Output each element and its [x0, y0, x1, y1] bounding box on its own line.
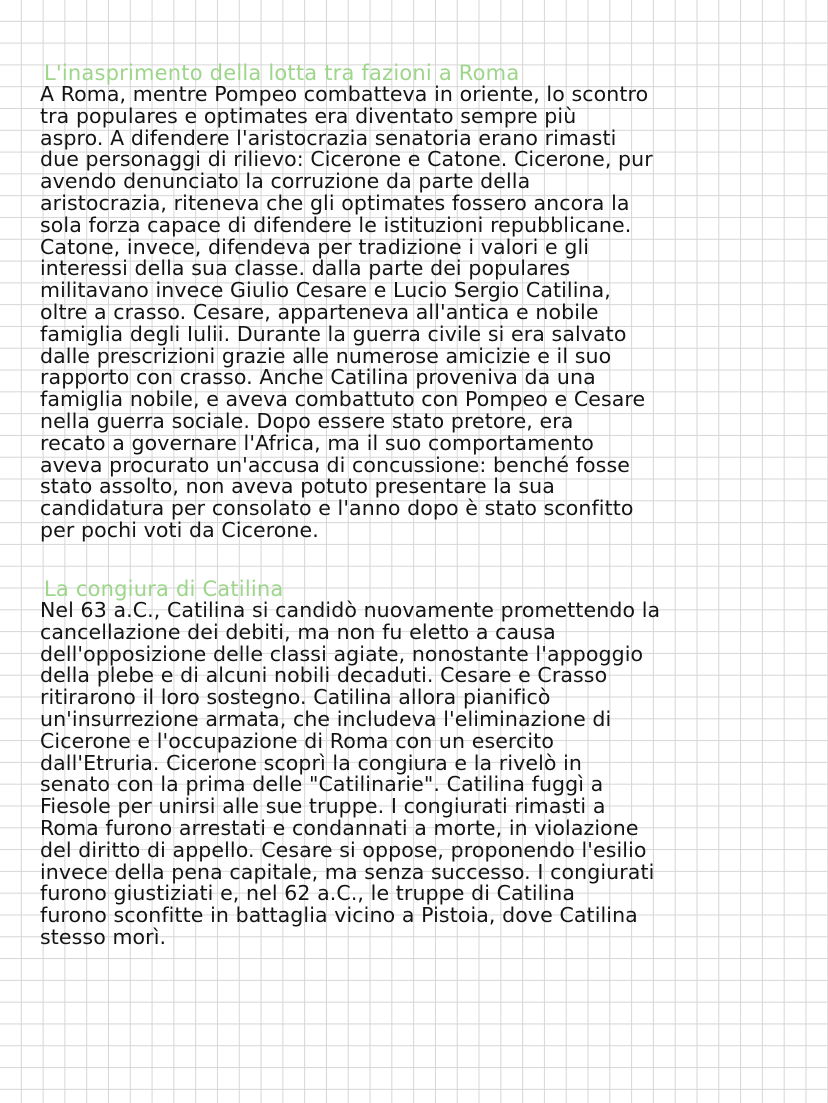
text-line: recato a governare l'Africa, ma il suo comportamento: [40, 430, 594, 455]
text-line: dall'Etruria. Cicerone scoprì la congiura e la rivelò in: [40, 750, 583, 775]
text-line: rapporto con crasso. Anche Catilina proveniva da una: [40, 365, 596, 390]
text-line: sola forza capace di difendere le istituzioni repubblicane.: [40, 212, 632, 237]
text-line: stato assolto, non aveva potuto presentare la sua: [40, 474, 555, 499]
text-line: candidatura per consolato e l'anno dopo è stato sconfitto: [40, 496, 634, 521]
text-line: dalle prescrizioni grazie alle numerose amicizie e il suo: [40, 343, 612, 368]
text-line: Cicerone e l'occupazione di Roma con un esercito: [40, 728, 554, 753]
text-line: Roma furono arrestati e condannati a morte, in violazione: [40, 815, 639, 840]
text-line: invece della pena capitale, ma senza successo. I congiurati: [40, 859, 655, 884]
section-body: [40, 84, 780, 542]
text-line: stesso morì.: [40, 924, 167, 949]
section-inasprimento: [40, 62, 780, 542]
text-line: della plebe e di alcuni nobili decaduti. Cesare e Crasso: [40, 663, 608, 688]
text-line: avendo denunciato la corruzione da parte della: [40, 169, 531, 194]
text-line: per pochi voti da Cicerone.: [40, 517, 319, 542]
text-line: furono sconfitte in battaglia vicino a Pistoia, dove Catilina: [40, 903, 638, 928]
text-line: famiglia degli Iulii. Durante la guerra civile si era salvato: [40, 321, 627, 346]
text-line: Fiesole per unirsi alle sue truppe. I congiurati rimasti a: [40, 794, 606, 819]
text-line: del diritto di appello. Cesare si oppose, proponendo l'esilio: [40, 837, 647, 862]
text-line: due personaggi di rilievo: Cicerone e Catone. Cicerone, pur: [40, 147, 653, 172]
text-line: famiglia nobile, e aveva combattuto con Pompeo e Cesare: [40, 387, 646, 412]
text-line: Nel 63 a.C., Catilina si candidò nuovamente promettendo la: [40, 598, 661, 622]
text-line: militavano invece Giulio Cesare e Lucio Sergio Catilina,: [40, 278, 611, 303]
text-line: furono giustiziati e, nel 62 a.C., le truppe di Catilina: [40, 881, 575, 906]
text-line: A Roma, mentre Pompeo combatteva in oriente, lo scontro: [40, 82, 649, 106]
text-line: Catone, invece, difendeva per tradizione i valori e gli: [40, 234, 590, 259]
text-line: aspro. A difendere l'aristocrazia senatoria erano rimasti: [40, 125, 617, 150]
text-line: un'insurrezione armata, che includeva l'eliminazione di: [40, 706, 612, 731]
text-line: tra populares e optimates era diventato sempre più: [40, 103, 577, 128]
section-title: La congiura di Catilina: [44, 577, 284, 601]
text-line: senato con la prima delle "Catilinarie". Catilina fuggì a: [40, 772, 604, 797]
text-line: aristocrazia, riteneva che gli optimates fossero ancora la: [40, 190, 630, 215]
section-title: L'inasprimento della lotta tra fazioni a Roma: [44, 61, 520, 85]
text-line: dell'opposizione delle classi agiate, nonostante l'appoggio: [40, 641, 644, 666]
section-congiura: [40, 578, 780, 949]
text-line: ritirarono il loro sostegno. Catilina allora pianificò: [40, 685, 551, 710]
section-body: [40, 600, 780, 949]
text-line: aveva procurato un'accusa di concussione: benché fosse: [40, 452, 630, 477]
text-line: cancellazione dei debiti, ma non fu eletto a causa: [40, 619, 556, 644]
text-line: oltre a crasso. Cesare, apparteneva all'antica e nobile: [40, 299, 599, 324]
text-line: interessi della sua classe. dalla parte dei populares: [40, 256, 571, 281]
text-line: nella guerra sociale. Dopo essere stato pretore, era: [40, 408, 574, 433]
